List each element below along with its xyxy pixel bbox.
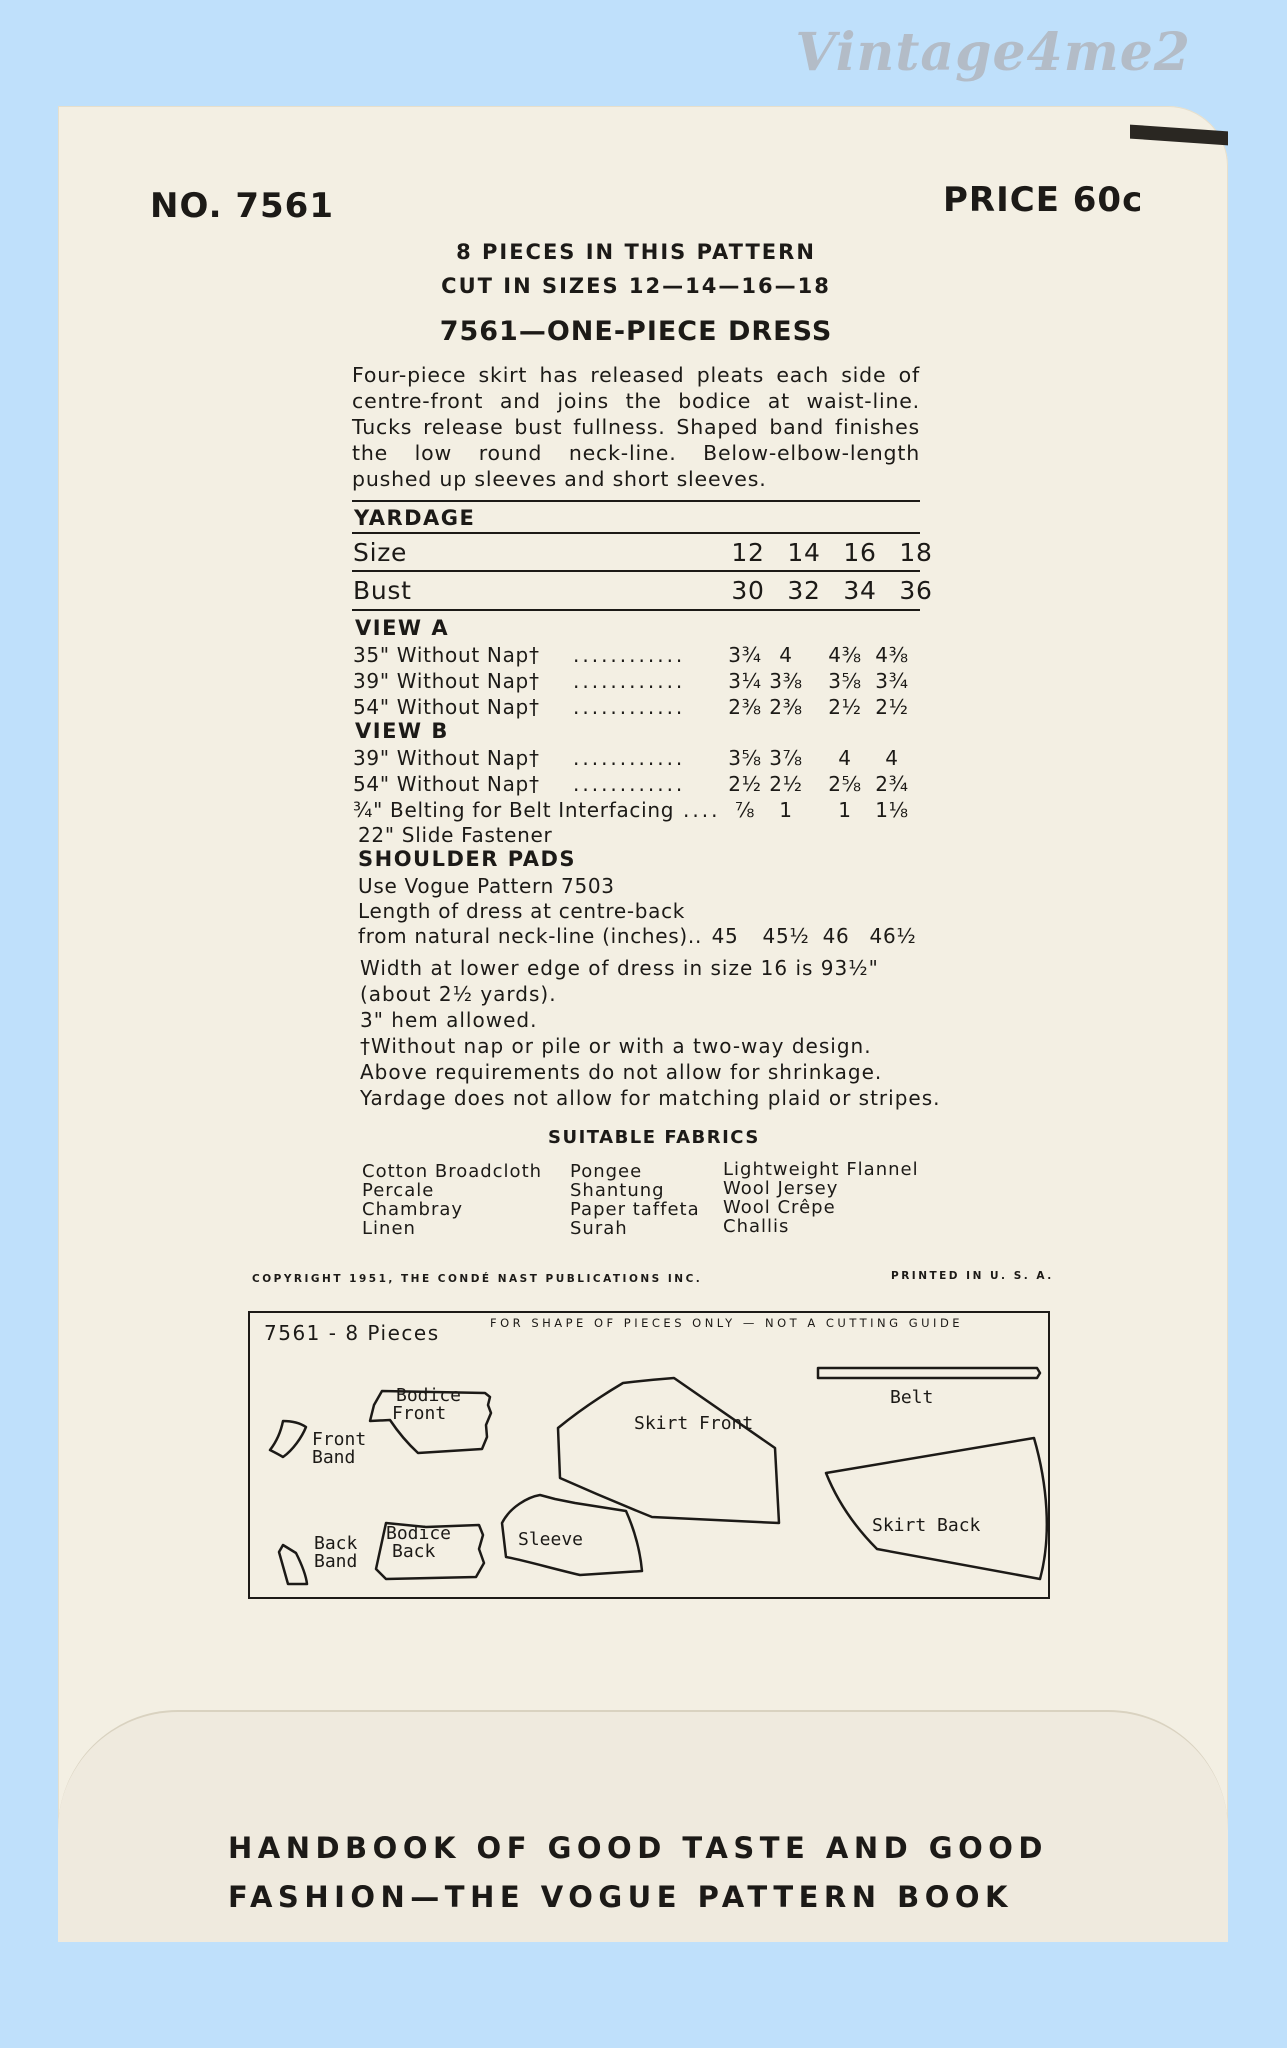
length-value: 45	[711, 924, 739, 948]
yardage-value: 4⅜	[828, 643, 862, 667]
bust-value: 36	[899, 576, 933, 605]
bust-value: 34	[843, 576, 877, 605]
yardage-value: 4⅜	[875, 643, 909, 667]
front-band-label: Front	[312, 1429, 367, 1450]
guide-note: FOR SHAPE OF PIECES ONLY — NOT A CUTTING GUIDE	[490, 1316, 964, 1330]
fabric-item: Shantung	[570, 1180, 665, 1201]
shoulder-pads-heading: SHOULDER PADS	[358, 847, 577, 871]
size-value: 14	[787, 538, 821, 567]
fabric-item: Lightweight Flannel	[723, 1159, 919, 1180]
pattern-number: NO. 7561	[150, 186, 334, 226]
printed-in: PRINTED IN U. S. A.	[891, 1270, 1054, 1282]
yardage-value: 3⅝	[728, 746, 762, 770]
divider	[352, 532, 920, 534]
back-band-label: Band	[314, 1551, 358, 1572]
size-value: 12	[731, 538, 765, 567]
fabric-item: Percale	[362, 1180, 435, 1201]
length-line: Length of dress at centre-back	[358, 899, 686, 923]
skirt-back-shape	[826, 1438, 1047, 1579]
description: Four-piece skirt has released pleats each side of centre-front and joins the bodice at waist-line. Tucks release bust fullness. Shaped band finishes the low round neck-line. Below-elbow-length pushed up sleeves and short sleeves.	[352, 363, 920, 491]
piece-guide	[248, 1311, 1050, 1599]
yardage-value: 2½	[875, 695, 909, 719]
bust-label: Bust	[353, 576, 412, 605]
yardage-value: 2½	[828, 695, 862, 719]
copyright: COPYRIGHT 1951, THE CONDÉ NAST PUBLICATIONS INC.	[252, 1273, 703, 1285]
front-band-label: Band	[312, 1447, 356, 1468]
yardage-label: 35" Without Nap†	[353, 643, 540, 667]
fabric-item: Paper taffeta	[570, 1199, 700, 1220]
yardage-value: 2⅜	[728, 695, 762, 719]
fabrics-heading: SUITABLE FABRICS	[548, 1127, 760, 1148]
yardage-label: ¾" Belting for Belt Interfacing	[353, 798, 675, 822]
yardage-value: 2½	[728, 772, 762, 796]
pieces-line: 8 PIECES IN THIS PATTERN	[456, 240, 816, 264]
belt-shape	[818, 1368, 1040, 1378]
watermark: Vintage4me2	[795, 22, 1191, 83]
yardage-value: 3¾	[728, 643, 762, 667]
yardage-value: 2½	[769, 772, 803, 796]
fabric-item: Pongee	[570, 1161, 643, 1182]
divider	[352, 609, 920, 611]
yardage-value: 1	[838, 798, 852, 822]
size-value: 18	[899, 538, 933, 567]
fabric-column	[362, 1162, 542, 1238]
belt-label: Belt	[890, 1387, 934, 1408]
slide-fastener: 22" Slide Fastener	[358, 823, 553, 847]
leader-dots: ............	[573, 746, 686, 770]
divider	[352, 570, 920, 572]
yardage-value: 4	[838, 746, 852, 770]
bust-value: 30	[731, 576, 765, 605]
length-label: from natural neck-line (inches)..	[358, 924, 703, 948]
sleeve-label: Sleeve	[518, 1529, 584, 1550]
fabric-item: Wool Crêpe	[723, 1197, 836, 1218]
fabric-item: Chambray	[362, 1199, 464, 1220]
yardage-value: 4	[885, 746, 899, 770]
sizes-line: CUT IN SIZES 12—14—16—18	[441, 274, 831, 298]
yardage-value: 2⅜	[769, 695, 803, 719]
fabric-item: Wool Jersey	[723, 1178, 839, 1199]
fabric-item: Cotton Broadcloth	[362, 1161, 543, 1182]
leader-dots: ............	[573, 669, 686, 693]
pattern-pieces	[250, 1313, 1048, 1597]
skirt-back-label: Skirt Back	[872, 1515, 981, 1536]
length-value: 46	[822, 924, 850, 948]
size-label: Size	[353, 538, 408, 567]
divider	[352, 500, 920, 502]
length-value: 46½	[869, 924, 917, 948]
length-value: 45½	[762, 924, 810, 948]
note-line: Width at lower edge of dress in size 16 is 93½"	[360, 956, 879, 980]
bodice-front-label: Front	[392, 1403, 447, 1424]
yardage-label: 39" Without Nap†	[353, 669, 540, 693]
yardage-heading: YARDAGE	[354, 506, 476, 530]
leader-dots: ............	[573, 772, 686, 796]
leader-dots: ............	[573, 643, 686, 667]
note-line: Yardage does not allow for matching plaid or stripes.	[360, 1086, 941, 1110]
fabric-column	[723, 1160, 919, 1236]
guide-title: 7561 - 8 Pieces	[264, 1321, 440, 1345]
yardage-label: 39" Without Nap†	[353, 746, 540, 770]
bodice-back-label: Bodice	[386, 1523, 452, 1544]
yardage-value: ⅞	[734, 798, 756, 822]
bodice-back-shape	[376, 1523, 484, 1579]
footer-line: FASHION—THE VOGUE PATTERN BOOK	[228, 1880, 1014, 1914]
pattern-price: PRICE 60c	[943, 180, 1144, 220]
fabric-column	[570, 1162, 700, 1238]
skirt-front-shape	[558, 1378, 779, 1523]
yardage-value: 2¾	[875, 772, 909, 796]
yardage-value: 1⅛	[875, 798, 909, 822]
note-line: †Without nap or pile or with a two-way design.	[360, 1034, 872, 1058]
bodice-front-label: Bodice	[396, 1385, 462, 1406]
bust-value: 32	[787, 576, 821, 605]
yardage-value: 3⅝	[828, 669, 862, 693]
yardage-value: 3⅞	[769, 746, 803, 770]
leader-dots: ....	[683, 798, 721, 822]
skirt-front-label: Skirt Front	[634, 1413, 754, 1434]
leader-dots: ............	[573, 695, 686, 719]
pattern-title: 7561—ONE-PIECE DRESS	[439, 316, 833, 347]
note-line: Above requirements do not allow for shrinkage.	[360, 1060, 883, 1084]
view-b-heading: VIEW B	[355, 719, 449, 743]
note-line: 3" hem allowed.	[360, 1008, 538, 1032]
yardage-value: 3⅜	[769, 669, 803, 693]
bodice-front-shape	[370, 1391, 491, 1453]
yardage-value: 2⅝	[828, 772, 862, 796]
fabric-item: Challis	[723, 1216, 790, 1237]
size-value: 16	[843, 538, 877, 567]
yardage-value: 3¾	[875, 669, 909, 693]
use-vogue-line: Use Vogue Pattern 7503	[358, 874, 615, 898]
size-row	[353, 538, 933, 570]
back-band-shape	[279, 1545, 307, 1584]
back-band-label: Back	[314, 1533, 358, 1554]
note-line: (about 2½ yards).	[360, 982, 557, 1006]
footer-line: HANDBOOK OF GOOD TASTE AND GOOD	[228, 1831, 1048, 1865]
yardage-label: 54" Without Nap†	[353, 772, 540, 796]
bodice-back-label: Back	[392, 1541, 436, 1562]
view-a-heading: VIEW A	[355, 616, 450, 640]
yardage-value: 4	[779, 643, 793, 667]
yardage-label: 54" Without Nap†	[353, 695, 540, 719]
fabric-item: Linen	[362, 1218, 416, 1239]
yardage-value: 3¼	[728, 669, 762, 693]
yardage-value: 1	[779, 798, 793, 822]
sleeve-shape	[502, 1495, 642, 1575]
front-band-shape	[270, 1421, 306, 1457]
fabric-item: Surah	[570, 1218, 628, 1239]
bust-row	[353, 576, 933, 608]
